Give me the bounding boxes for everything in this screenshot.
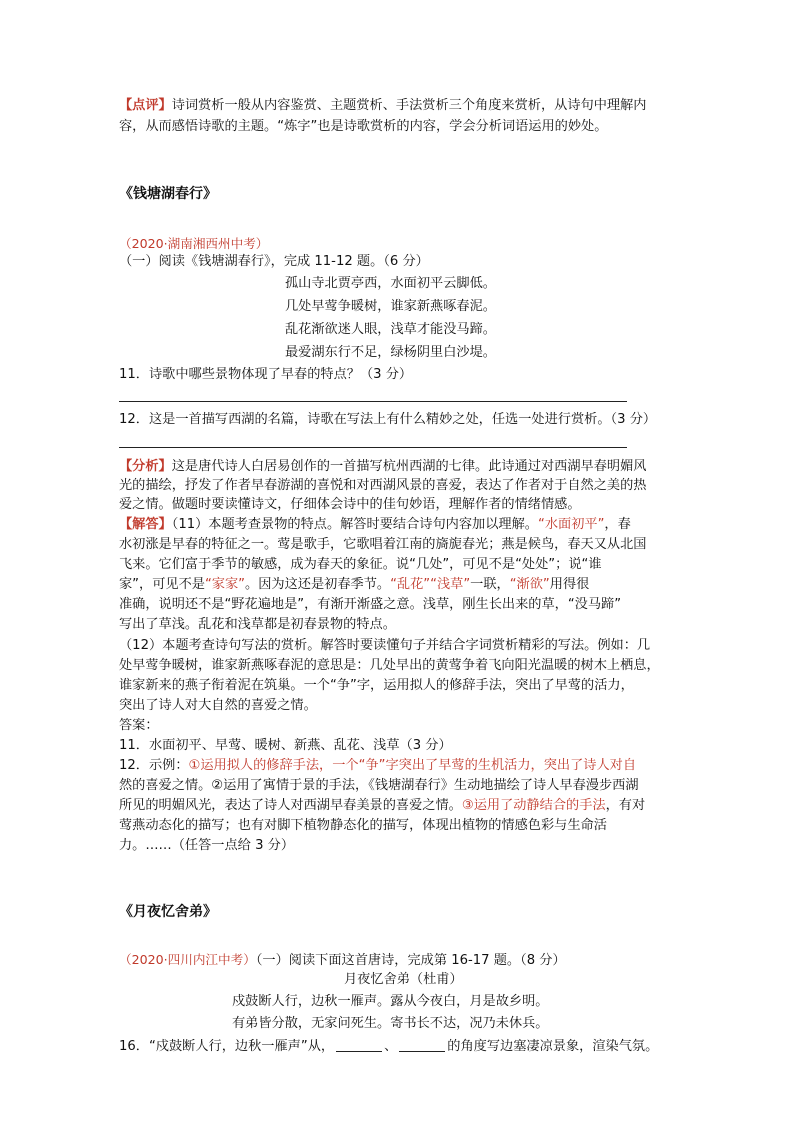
blank-2[interactable]: [399, 1037, 445, 1052]
answer-12-line-1: 12．示例：①运用拟人的修辞手法，一个“争”字突出了早莺的生机活力，突出了诗人对自: [119, 758, 637, 773]
source-sichuan: （2020·四川内江中考）: [119, 952, 256, 967]
poem2-title: 月夜忆舍弟（杜甫）: [344, 972, 463, 987]
dianping-line-2: 容，从而感悟诗歌的主题。“炼字”也是诗歌赏析的内容，学会分析词语运用的妙处。: [119, 119, 608, 134]
solution-line-3: 飞来。它们富于季节的敏感，成为春天的象征。说“几处”，可见不是“处处”；说“谁: [119, 557, 602, 572]
answer-12-line-4: 莺燕动态化的描写；也有对脚下植物静态化的描写，体现出植物的情感色彩与生命活: [119, 818, 607, 833]
solution-line-4: 家”，可见不是“家家”。因为这还是初春季节。“乱花”“浅草”一联，“渐欲”用得很: [119, 577, 590, 592]
instruction-2: （2020·四川内江中考）（一）阅读下面这首唐诗，完成第 16-17 题。（8 分）: [119, 952, 566, 968]
instruction-1: （一）阅读《钱塘湖春行》，完成 11-12 题。（6 分）: [119, 254, 429, 269]
answer-12-line-5: 力。……（任答一点给 3 分）: [119, 838, 295, 853]
analysis-tag: 【分析】: [119, 459, 172, 474]
question-12: 12．这是一首描写西湖的名篇，诗歌在写法上有什么精妙之处，任选一处进行赏析。（3 分）: [119, 412, 657, 427]
poem2-line-1: 戍鼓断人行，边秋一雁声。露从今夜白，月是故乡明。: [232, 994, 549, 1009]
poem-line-4: 最爱湖东行不足，绿杨阴里白沙堤。: [285, 345, 496, 360]
poem-line-1: 孤山寺北贾亭西，水面初平云脚低。: [285, 276, 496, 291]
dianping-tag: 【点评】: [119, 98, 172, 113]
answer-line-12[interactable]: [119, 447, 627, 448]
section-title-qiantanghu: 《钱塘湖春行》: [119, 186, 217, 202]
answer-12-line-3: 所见的明媚风光，表达了诗人对西湖早春美景的喜爱之情。③运用了动静结合的手法，有对: [119, 798, 646, 813]
solution-line-2: 水初涨是早春的特征之一。莺是歌手，它歌唱着江南的旖旎春光；燕是候鸟，春天又从北国: [119, 537, 647, 552]
solution-line-7: （12）本题考查诗句写法的赏析。解答时要读懂句子并结合字词赏析精彩的写法。例如：几: [119, 638, 651, 653]
answer-line-11[interactable]: [119, 401, 627, 402]
question-11: 11．诗歌中哪些景物体现了早春的特点？（3 分）: [119, 367, 413, 382]
question-16: 16．“戍鼓断人行，边秋一雁声”从， 、 的角度写边塞凄凉景象，渲染气氛。: [119, 1039, 659, 1054]
blank-1[interactable]: [336, 1037, 382, 1052]
answer-12-line-2: 然的喜爱之情。②运用了寓情于景的手法，《钱塘湖春行》生动地描绘了诗人早春漫步西湖: [119, 778, 639, 793]
poem-line-3: 乱花渐欲迷人眼，浅草才能没马蹄。: [285, 322, 496, 337]
dianping-line-1: 【点评】诗词赏析一般从内容鉴赏、主题赏析、手法赏析三个角度来赏析，从诗句中理解内: [119, 98, 647, 113]
answer-11: 11．水面初平、早莺、暖树、新燕、乱花、浅草（3 分）: [119, 738, 452, 753]
poem-line-2: 几处早莺争暖树，谁家新燕啄春泥。: [285, 299, 496, 314]
solution-line-8: 处早莺争暖树，谁家新燕啄春泥的意思是：几处早出的黄莺争着飞向阳光温暖的树木上栖息，: [119, 658, 660, 673]
answer-label: 答案：: [119, 718, 159, 733]
analysis-line-3: 爱之情。做题时要读懂诗文，仔细体会诗中的佳句妙语，理解作者的情绪情感。: [119, 497, 581, 512]
solution-line-9: 谁家新来的燕子衔着泥在筑巢。一个“争”字，运用拟人的修辞手法，突出了早莺的活力，: [119, 678, 634, 693]
analysis-line-2: 光的描绘，抒发了作者早春游湖的喜悦和对西湖风景的喜爱，表达了作者对于自然之美的热: [119, 478, 647, 493]
solution-line-10: 突出了诗人对大自然的喜爱之情。: [119, 698, 317, 713]
source-hunan: （2020·湖南湘西州中考）: [119, 236, 269, 251]
solution-line-6: 写出了草浅。乱花和浅草都是初春景物的特点。: [119, 617, 396, 632]
solution-tag: 【解答】: [119, 517, 172, 532]
solution-line-5: 准确，说明还不是“野花遍地是”，有渐开渐盛之意。浅草，刚生长出来的草，“没马蹄”: [119, 597, 622, 612]
section-title-yueye: 《月夜忆舍弟》: [119, 904, 217, 920]
analysis-line-1: 【分析】这是唐代诗人白居易创作的一首描写杭州西湖的七律。此诗通过对西湖早春明媚风: [119, 459, 647, 474]
solution-line-1: 【解答】（11）本题考查景物的特点。解答时要结合诗句内容加以理解。“水面初平”，春: [119, 517, 631, 532]
poem2-line-2: 有弟皆分散，无家问死生。寄书长不达，况乃未休兵。: [232, 1016, 549, 1031]
